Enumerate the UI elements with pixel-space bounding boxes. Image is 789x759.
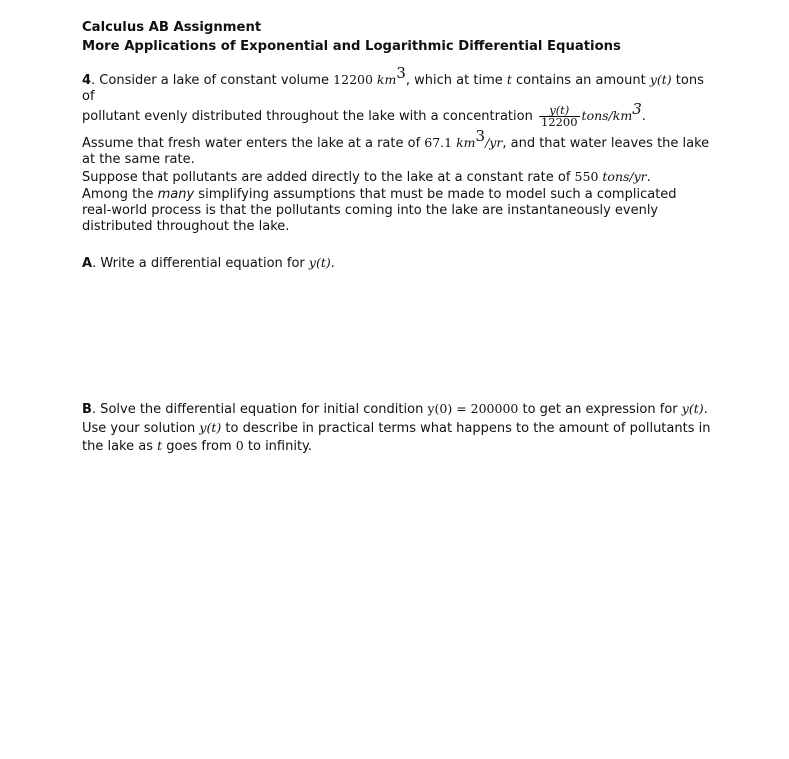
problem-text: pollutant evenly distributed throughout the lake with a concentration	[82, 109, 537, 124]
inflow-rate: 67.1 $km^3/yr$	[424, 127, 503, 150]
problem-statement	[82, 64, 712, 235]
problem-number: 4	[82, 73, 92, 88]
pollutant-rate-sentence: Suppose that pollutants are added directly to the lake at a constant rate of 550 tons/yr.	[82, 169, 651, 185]
problem-text: contains an amount	[511, 73, 650, 88]
part-a: A. Write a differential equation for y(t).	[82, 255, 335, 271]
concentration-unit: tons/$km^3$	[581, 100, 642, 123]
page-title: Calculus AB Assignment	[82, 20, 262, 35]
problem-text: tons of	[82, 73, 704, 104]
assumption-sentence: Among the many simplifying assumptions that must be made to model such a complicated real-world process is that the pollutants coming into the lake are instantaneously evenly distributed throughout the lake.	[82, 187, 677, 234]
pollutant-rate: 550 tons/yr	[574, 169, 647, 184]
problem-intro: 4. Consider a lake of constant volume 12200 $km^3$, which at time t contains an amount y(t) tons of pollutant evenly distributed throughout the lake with a concentration $\frac{y(t)}{12200}$ tons/$km^3$.	[82, 64, 704, 129]
assignment-page	[82, 18, 712, 456]
part-a-label: A	[82, 256, 93, 271]
time-variable: t	[506, 72, 512, 87]
pollutant-function: y(t)	[649, 72, 672, 87]
problem-text: . Consider a lake of constant volume	[91, 73, 334, 88]
concentration-fraction: $\frac{y(t)}{12200}$	[540, 103, 578, 129]
page-subtitle: More Applications of Exponential and Logarithmic Differential Equations	[82, 39, 621, 54]
initial-condition: y(0) = 200000	[427, 401, 519, 416]
inflow-sentence: Assume that fresh water enters the lake at a rate of 67.1 $km^3/yr$, and that water leaves the lake at the same rate.	[82, 127, 710, 167]
part-b: B. Solve the differential equation for initial condition y(0) = 200000 to get an expression for y(t). Use your solution y(t) to describe in practical terms what happens to the amount of pollutants in the lake as t goes from 0 to infinity.	[82, 401, 711, 454]
problem-text: , which at time	[405, 73, 507, 88]
part-b-label: B	[82, 402, 92, 417]
lake-volume: 12200 $km^3$	[333, 64, 406, 87]
